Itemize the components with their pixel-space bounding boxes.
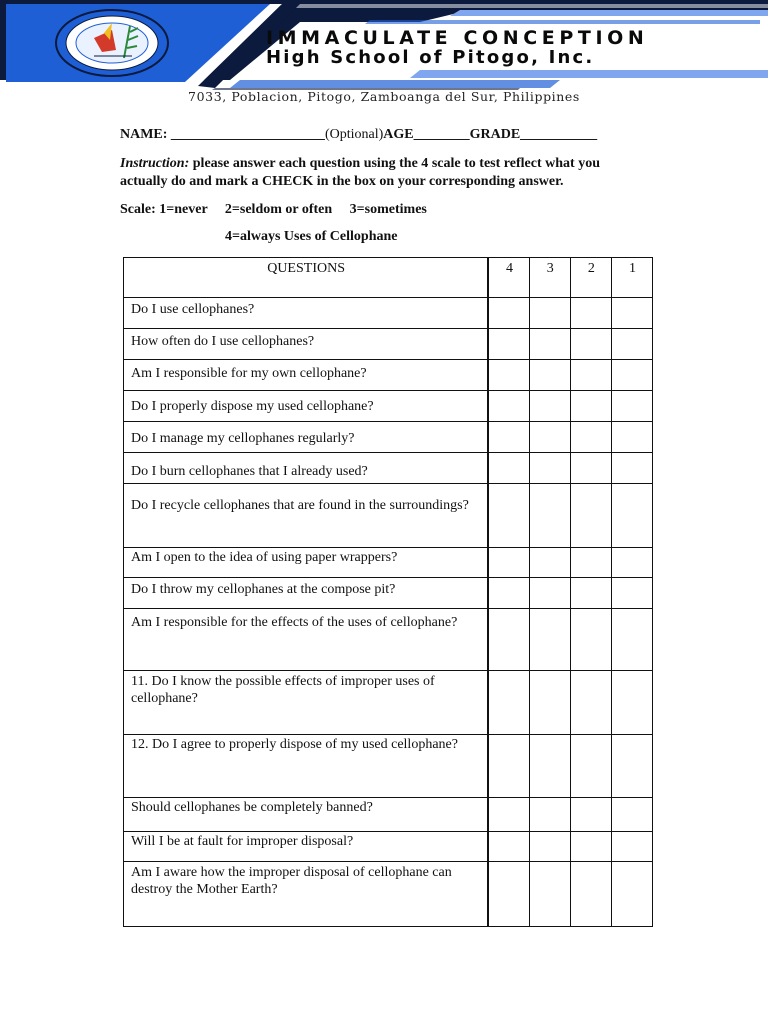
answer-box-1[interactable] [611, 484, 652, 548]
table-row [124, 548, 653, 578]
answer-box-1[interactable] [611, 798, 652, 832]
school-seal-logo [54, 8, 174, 78]
table-row [124, 453, 653, 484]
question-text: Do I burn cellophanes that I already used? [124, 453, 489, 484]
answer-box-2[interactable] [570, 671, 611, 735]
table-row [124, 484, 653, 548]
answer-box-1[interactable] [611, 832, 652, 862]
questions-header: QUESTIONS [124, 258, 489, 298]
question-text: Do I properly dispose my used cellophane? [124, 391, 489, 422]
answer-box-4[interactable] [488, 422, 529, 453]
table-row [124, 360, 653, 391]
table-row [124, 671, 653, 735]
answer-box-2[interactable] [570, 484, 611, 548]
answer-box-4[interactable] [488, 484, 529, 548]
answer-box-3[interactable] [529, 671, 570, 735]
answer-box-4[interactable] [488, 548, 529, 578]
question-text: Will I be at fault for improper disposal? [124, 832, 489, 862]
question-text: Am I responsible for the effects of the uses of cellophane? [124, 609, 489, 671]
name-age-grade-line [120, 127, 597, 143]
table-row [124, 298, 653, 329]
answer-box-2[interactable] [570, 832, 611, 862]
answer-box-1[interactable] [611, 329, 652, 360]
page-header [0, 0, 768, 90]
answer-box-1[interactable] [611, 391, 652, 422]
answer-box-4[interactable] [488, 671, 529, 735]
table-row [124, 391, 653, 422]
answer-box-3[interactable] [529, 391, 570, 422]
answer-box-2[interactable] [570, 391, 611, 422]
answer-box-2[interactable] [570, 862, 611, 927]
answer-box-3[interactable] [529, 298, 570, 329]
question-text: Do I use cellophanes? [124, 298, 489, 329]
scale-1-header: 1 [611, 258, 652, 298]
answer-box-4[interactable] [488, 298, 529, 329]
instruction-label: Instruction: [120, 156, 190, 171]
scale-4-header: 4 [488, 258, 529, 298]
answer-box-3[interactable] [529, 453, 570, 484]
scale-line-2: 4=always Uses of Cellophane [225, 229, 398, 244]
name-field-label[interactable]: NAME: ______________________ [120, 127, 325, 142]
survey-table [123, 257, 653, 927]
answer-box-1[interactable] [611, 862, 652, 927]
answer-box-2[interactable] [570, 798, 611, 832]
answer-box-1[interactable] [611, 360, 652, 391]
scale-2-header: 2 [570, 258, 611, 298]
scale-line-1: Scale: 1=never 2=seldom or often 3=sometimes [120, 202, 427, 217]
table-row [124, 798, 653, 832]
answer-box-3[interactable] [529, 484, 570, 548]
answer-box-1[interactable] [611, 453, 652, 484]
answer-box-3[interactable] [529, 832, 570, 862]
answer-box-3[interactable] [529, 329, 570, 360]
question-text: Should cellophanes be completely banned? [124, 798, 489, 832]
scale-3-header: 3 [529, 258, 570, 298]
answer-box-1[interactable] [611, 298, 652, 329]
question-text: Do I recycle cellophanes that are found in the surroundings? [124, 484, 489, 548]
question-text: Do I manage my cellophanes regularly? [124, 422, 489, 453]
answer-box-4[interactable] [488, 360, 529, 391]
answer-box-1[interactable] [611, 578, 652, 609]
answer-box-2[interactable] [570, 329, 611, 360]
answer-box-4[interactable] [488, 609, 529, 671]
answer-box-2[interactable] [570, 453, 611, 484]
table-row [124, 578, 653, 609]
answer-box-4[interactable] [488, 798, 529, 832]
answer-box-4[interactable] [488, 735, 529, 798]
instruction-text: please answer each question using the 4 scale to test reflect what you actually do and mark a CHECK in the box on your corresponding answer. [120, 156, 600, 189]
table-row [124, 862, 653, 927]
table-row [124, 422, 653, 453]
answer-box-3[interactable] [529, 798, 570, 832]
table-row [124, 609, 653, 671]
question-text: 11. Do I know the possible effects of improper uses of cellophane? [124, 671, 489, 735]
answer-box-4[interactable] [488, 832, 529, 862]
answer-box-2[interactable] [570, 735, 611, 798]
question-text: 12. Do I agree to properly dispose of my used cellophane? [124, 735, 489, 798]
table-header-row [124, 258, 653, 298]
answer-box-2[interactable] [570, 360, 611, 391]
answer-box-4[interactable] [488, 578, 529, 609]
school-name-line2: High School of Pitogo, Inc. [266, 47, 595, 68]
answer-box-4[interactable] [488, 862, 529, 927]
answer-box-4[interactable] [488, 391, 529, 422]
answer-box-1[interactable] [611, 609, 652, 671]
answer-box-3[interactable] [529, 735, 570, 798]
answer-box-3[interactable] [529, 609, 570, 671]
question-text: Do I throw my cellophanes at the compose pit? [124, 578, 489, 609]
answer-box-4[interactable] [488, 453, 529, 484]
answer-box-3[interactable] [529, 578, 570, 609]
answer-box-2[interactable] [570, 298, 611, 329]
school-name-line1: IMMACULATE CONCEPTION [266, 27, 649, 49]
answer-box-1[interactable] [611, 671, 652, 735]
question-text: Am I aware how the improper disposal of cellophane can destroy the Mother Earth? [124, 862, 489, 927]
table-row [124, 329, 653, 360]
answer-box-3[interactable] [529, 360, 570, 391]
answer-box-2[interactable] [570, 609, 611, 671]
answer-box-3[interactable] [529, 862, 570, 927]
question-text: Am I responsible for my own cellophane? [124, 360, 489, 391]
instruction-paragraph [120, 155, 600, 191]
answer-box-3[interactable] [529, 422, 570, 453]
answer-box-4[interactable] [488, 329, 529, 360]
answer-box-2[interactable] [570, 422, 611, 453]
answer-box-1[interactable] [611, 548, 652, 578]
answer-box-3[interactable] [529, 548, 570, 578]
question-text: Am I open to the idea of using paper wrappers? [124, 548, 489, 578]
answer-box-1[interactable] [611, 735, 652, 798]
school-address: 7033, Poblacion, Pitogo, Zamboanga del Sur, Philippines [188, 89, 580, 104]
table-row [124, 735, 653, 798]
age-field-label[interactable]: AGE________ [383, 127, 470, 142]
answer-box-1[interactable] [611, 422, 652, 453]
optional-label: (Optional) [324, 127, 384, 142]
grade-field-label[interactable]: GRADE___________ [469, 127, 598, 142]
table-row [124, 832, 653, 862]
answer-box-2[interactable] [570, 578, 611, 609]
answer-box-2[interactable] [570, 548, 611, 578]
question-text: How often do I use cellophanes? [124, 329, 489, 360]
